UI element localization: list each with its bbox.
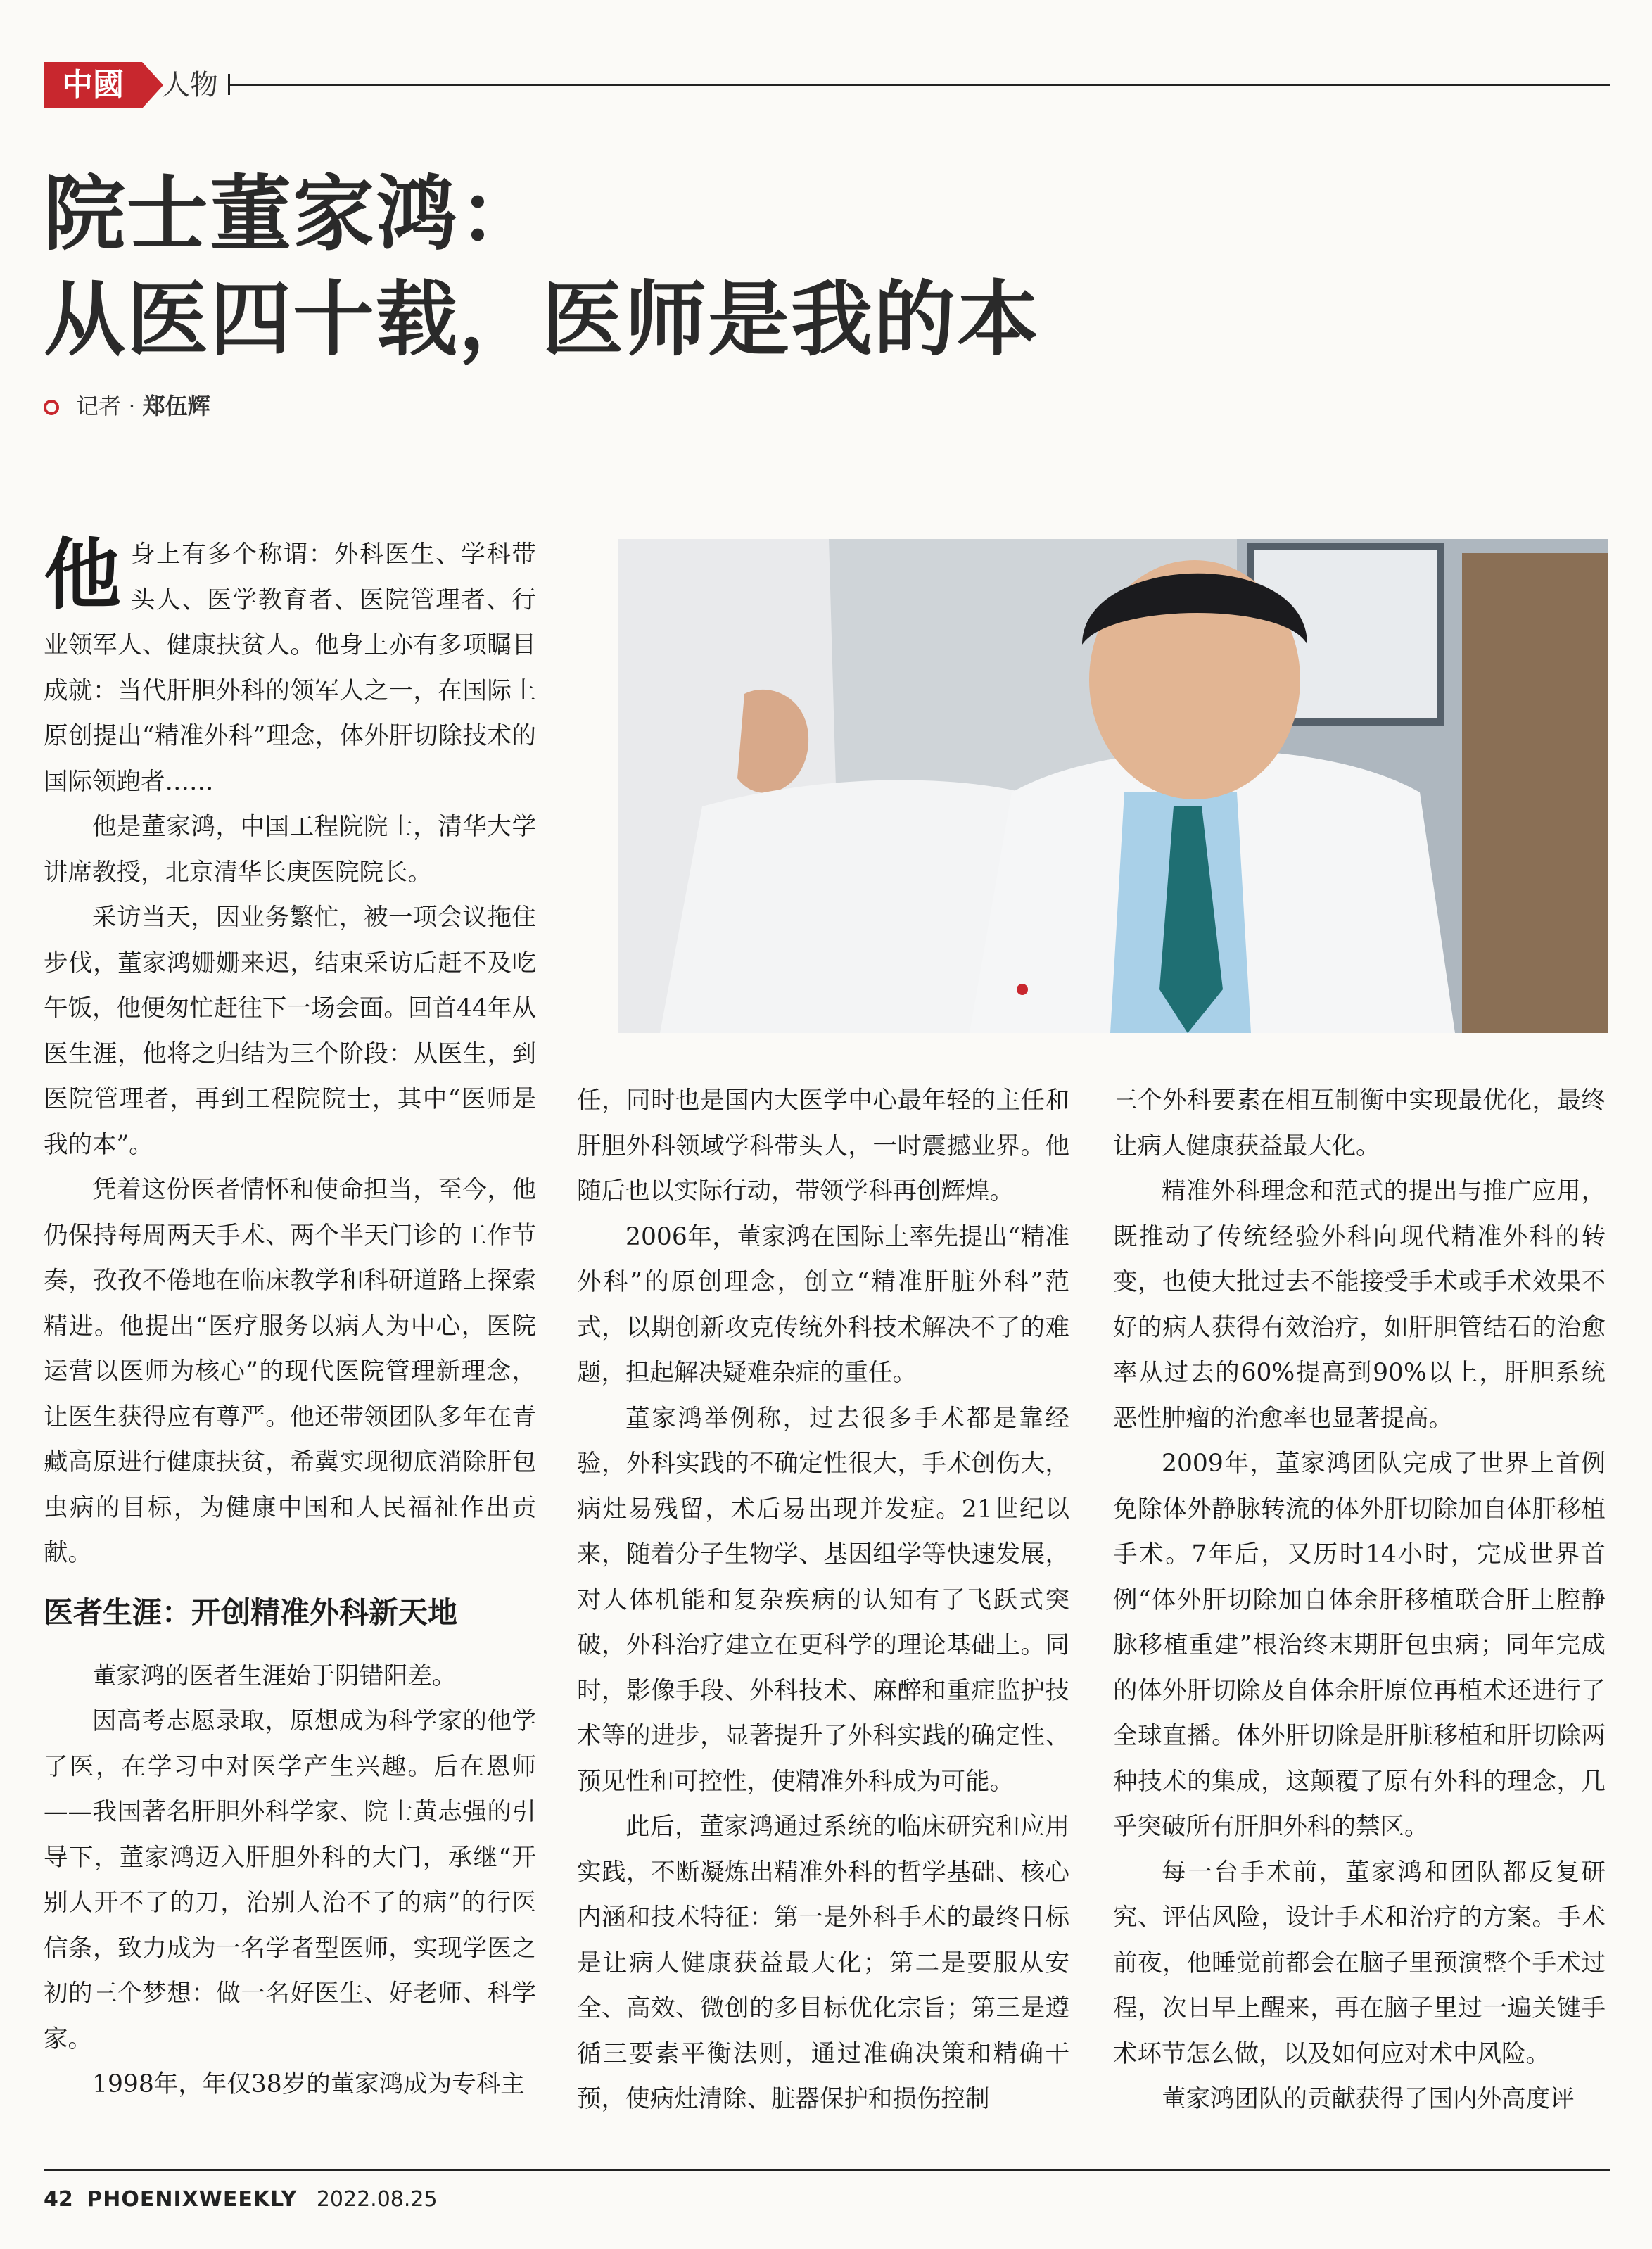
paragraph: 1998年，年仅38岁的董家鸿成为专科主 bbox=[92, 2070, 525, 2098]
paragraph: 因高考志愿录取，原想成为科学家的他学了医，在学习中对医学产生兴趣。后在恩师——我国著名肝胆外科学家、院士黄志强的引导下，董家鸿迈入肝胆外科的大门，承继“开别人开不了的刀，治别人治不了的病”的行医信条，致力成为一名学者型医师，实现学医之初的三个梦想：做一名好医生、好老师、科学家。 bbox=[44, 1707, 536, 2053]
paragraph: 每一台手术前，董家鸿和团队都反复研究、评估风险，设计手术和治疗的方案。手术前夜，他睡觉前都会在脑子里预演整个手术过程，次日早上醒来，再在脑子里过一遍关键手术环节怎么做，以及如何应对术中风险。 bbox=[1113, 1858, 1606, 2068]
header-rule bbox=[228, 84, 1610, 86]
publication-name: PHOENIXWEEKLY bbox=[87, 2187, 298, 2212]
section-label: 人物 bbox=[162, 69, 218, 101]
portrait-photo bbox=[618, 539, 1608, 1033]
brand-logo: 中國 bbox=[44, 62, 142, 108]
paragraph: 采访当天，因业务繁忙，被一项会议拖住步伐，董家鸿姗姗来迟，结束采访后赶不及吃午饭，他便匆忙赶往下一场会面。回首44年从医生涯，他将之归结为三个阶段：从医生，到医院管理者，再到工程院院士，其中“医师是我的本”。 bbox=[44, 904, 536, 1159]
paragraph: 此后，董家鸿通过系统的临床研究和应用实践，不断凝炼出精准外科的哲学基础、核心内涵和技术特征：第一是外科手术的最终目标是让病人健康获益最大化；第二是要服从安全、高效、微创的多目标优化宗旨；第三是遵循三要素平衡法则，通过准确决策和精确干预，使病灶清除、脏器保护和损伤控制 bbox=[577, 1813, 1069, 2113]
article-title bbox=[44, 162, 1591, 373]
paragraph: 董家鸿举例称，过去很多手术都是靠经验，外科实践的不确定性很大，手术创伤大，病灶易残留，术后易出现并发症。21世纪以来，随着分子生物学、基因组学等快速发展，对人体机能和复杂疾病的认知有了飞跃式突破，外科治疗建立在更科学的理论基础上。同时，影像手段、外科技术、麻醉和重症监护技术等的进步，显著提升了外科实践的确定性、预见性和可控性，使精准外科成为可能。 bbox=[577, 1404, 1069, 1796]
paragraph: 精准外科理念和范式的提出与推广应用，既推动了传统经验外科向现代精准外科的转变，也使大批过去不能接受手术或手术效果不好的病人获得有效治疗，如肝胆管结石的治愈率从过去的60%提高到90%以上，肝胆系统恶性肿瘤的治愈率也显著提高。 bbox=[1113, 1177, 1606, 1433]
paragraph: 他是董家鸿，中国工程院院士，清华大学讲席教授，北京清华长庚医院院长。 bbox=[44, 813, 536, 887]
paragraph: 凭着这份医者情怀和使命担当，至今，他仍保持每周两天手术、两个半天门诊的工作节奏，孜孜不倦地在临床教学和科研道路上探索精进。他提出“医疗服务以病人为中心，医院运营以医师为核心”的现代医院管理新理念，让医生获得应有尊严。他还带领团队多年在青藏高原进行健康扶贫，希冀实现彻底消除肝包虫病的目标，为健康中国和人民福祉作出贡献。 bbox=[44, 1176, 536, 1567]
section-subheading: 医者生涯：开创精准外科新天地 bbox=[44, 1595, 458, 1630]
title-line-2: 从医四十载，医师是我的本 bbox=[44, 272, 1040, 367]
paragraph: 身上有多个称谓：外科医生、学科带头人、医学教育者、医院管理者、行业领军人、健康扶贫人。他身上亦有多项瞩目成就：当代肝胆外科的领军人之一，在国际上原创提出“精准外科”理念，体外肝切除技术的国际领跑者…… bbox=[44, 540, 536, 796]
byline-author: 郑伍辉 bbox=[142, 393, 210, 419]
paragraph: 2006年，董家鸿在国际上率先提出“精准外科”的原创理念，创立“精准肝脏外科”范式，以期创新攻克传统外科技术解决不了的难题，担起解决疑难杂症的重任。 bbox=[577, 1222, 1069, 1387]
byline-label: 记者 · bbox=[76, 393, 143, 419]
article-column-2 bbox=[577, 1078, 1069, 2122]
paragraph: 董家鸿团队的贡献获得了国内外高度评 bbox=[1162, 2085, 1575, 2113]
byline bbox=[44, 388, 210, 421]
paragraph: 任，同时也是国内大医学中心最年轻的主任和肝胆外科领域学科带头人，一时震撼业界。他随后也以实际行动，带领学科再创辉煌。 bbox=[577, 1087, 1069, 1205]
paragraph: 董家鸿的医者生涯始于阴错阳差。 bbox=[92, 1661, 457, 1690]
page-footer bbox=[44, 2187, 438, 2212]
bullet-circle-icon bbox=[44, 400, 59, 415]
page-number: 42 bbox=[44, 2187, 73, 2212]
page-header bbox=[44, 62, 1610, 108]
paragraph: 2009年，董家鸿团队完成了世界上首例免除体外静脉转流的体外肝切除加自体肝移植手术。7年后，又历时14小时，完成世界首例“体外肝切除加自体余肝移植联合肝上腔静脉移植重建”根治终末期肝包虫病；同年完成的体外肝切除及自体余肝原位再植术还进行了全球直播。体外肝切除是肝脏移植和肝切除两种技术的集成，这颠覆了原有外科的理念，几乎突破所有肝胆外科的禁区。 bbox=[1113, 1450, 1606, 1841]
paragraph: 三个外科要素在相互制衡中实现最优化，最终让病人健康获益最大化。 bbox=[1113, 1087, 1606, 1160]
article-column-3 bbox=[1113, 1078, 1606, 2122]
title-line-1: 院士董家鸿： bbox=[44, 167, 542, 262]
portrait-photo-icon bbox=[618, 539, 1608, 1033]
article-column-1 bbox=[44, 532, 536, 2108]
issue-date: 2022.08.25 bbox=[316, 2187, 438, 2212]
drop-cap: 他 bbox=[44, 530, 121, 620]
footer-rule bbox=[44, 2169, 1610, 2171]
